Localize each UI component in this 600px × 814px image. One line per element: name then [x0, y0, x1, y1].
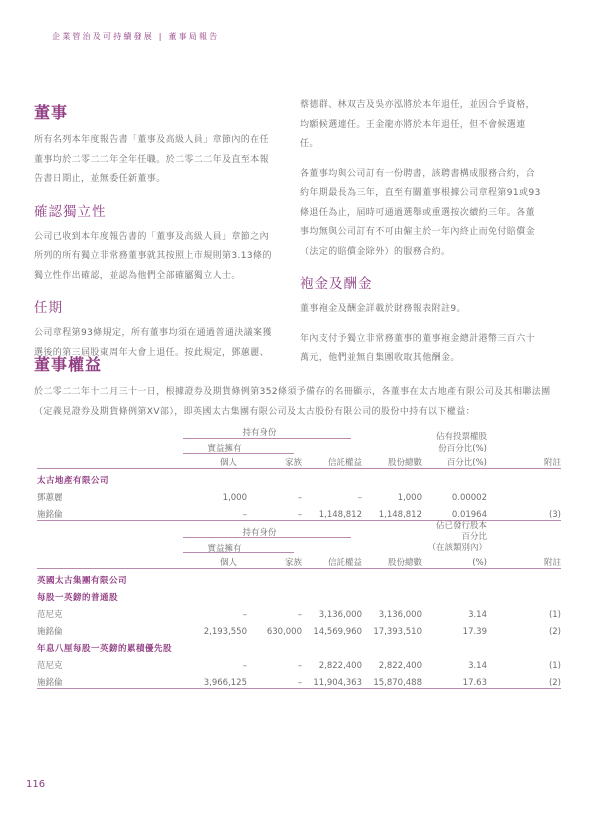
col-personal: 個人	[219, 458, 237, 468]
directors-text: 所有名列本年度報告書「董事及高級人員」章節內的在任董事均於二零二二年全年任職。於二零二二年及直至本報告書日期止，並無委任新董事。	[34, 135, 270, 184]
col-trust: 信託權益	[327, 458, 362, 468]
right-column	[300, 96, 544, 369]
independence-heading: 確認獨立性	[34, 203, 107, 220]
col-total: 股份總數	[387, 458, 422, 468]
share-class: 年息八厘每股一英鎊的累積優先股	[37, 644, 173, 654]
page-number: 116	[26, 779, 46, 790]
table-row: 鄧蕙麗 1,000 – – 1,000 0.00002	[37, 493, 487, 503]
table-row: 施銘倫 3,966,125 – 11,904,363 15,870,488 17.63 (2)	[37, 671, 561, 689]
issued-pct-header: 佔已發行股本 百分比 （在該類別內）	[427, 521, 487, 553]
col-pct: 百分比(%)	[446, 458, 487, 468]
col-note: 附註	[543, 458, 561, 468]
independence-text: 公司已收到本年度報告書的「董事及高級人員」章節之內所列的所有獨立非常務董事就其按照上市規則第3.13條的獨立性作出確認，並認為他們全部確屬獨立人士。	[34, 231, 272, 281]
fees-text-2: 年內支付予獨立非常務董事的董事袍金總計港幣三百六十萬元，他們並無自集團收取其他酬金。	[300, 333, 536, 363]
capacity-header: 持有身份	[242, 428, 277, 438]
col-family: 家族	[284, 458, 302, 468]
col-total: 股份總數	[387, 558, 422, 568]
col-note: 附註	[543, 558, 561, 568]
col-trust: 信託權益	[327, 558, 362, 568]
col-pct: (%)	[472, 558, 487, 568]
interests-table-1	[37, 422, 561, 521]
table-row: 范尼克 – – 3,136,000 3,136,000 3.14 (1)	[37, 610, 561, 620]
interests-heading: 董事權益	[34, 355, 103, 374]
fees-heading: 袍金及酬金	[300, 276, 373, 292]
left-column	[34, 100, 278, 363]
beneficial-header: 實益擁有	[207, 544, 242, 554]
company-name: 英國太古集團有限公司	[37, 576, 128, 586]
company-name: 太古地產有限公司	[37, 476, 110, 486]
table-row: 施銘倫 2,193,550 630,000 14,569,960 17,393,510 17.39 (2)	[37, 627, 561, 637]
col-family: 家族	[284, 558, 302, 568]
directors-heading: 董事	[34, 103, 69, 122]
voting-pct-header: 佔有投票權股份百分比(%)	[435, 432, 487, 454]
interests-intro: 於二零二二年十二月三十一日，根據證券及期貨條例第352條須予備存的名冊顯示，各董事在太古地產有限公司及其相聯法團（定義見證券及期貨條例第XV部），即英國太古集團有限公司及太古股份有限公司的股份中持有以下權益：	[34, 387, 551, 417]
term-heading: 任期	[34, 300, 63, 316]
contract-text: 各董事均與公司訂有一份聘書，該聘書構成服務合約，合約年期最長為三年，直至有關董事根據公司章程第91或93條退任為止，屆時可通過選舉或重選按次續約三年。各董事均無與公司訂有不可由僱主於一年內終止而免付賠償金（法定的賠償金除外）的服務合約。	[300, 168, 541, 257]
col-personal: 個人	[219, 558, 237, 568]
term-text-continued: 蔡德群、林双吉及吳亦泓將於本年退任，並因合乎資格，均願候選連任。王金龍亦將於本年退任，但不會候選連任。	[300, 100, 536, 149]
fees-text-1: 董事袍金及酬金詳載於財務報表附註9。	[300, 304, 466, 314]
term-text: 公司章程第93條規定，所有董事均須在通過普通決議案獲選後的第三屆股東周年大會上退任。按此規定，鄧蕙麗、	[34, 328, 272, 358]
capacity-header: 持有身份	[242, 527, 277, 538]
interests-table-2	[37, 521, 561, 689]
beneficial-header: 實益擁有	[207, 444, 242, 454]
table-row: 范尼克 – – 2,822,400 2,822,400 3.14 (1)	[37, 661, 561, 671]
share-class: 每股一英鎊的普通股	[37, 593, 119, 603]
interests-section	[34, 352, 566, 422]
breadcrumb: 企業管治及可持續發展 | 董事局報告	[52, 32, 220, 41]
table-row: 施銘倫 – – 1,148,812 1,148,812 0.01964 (3)	[37, 503, 561, 521]
